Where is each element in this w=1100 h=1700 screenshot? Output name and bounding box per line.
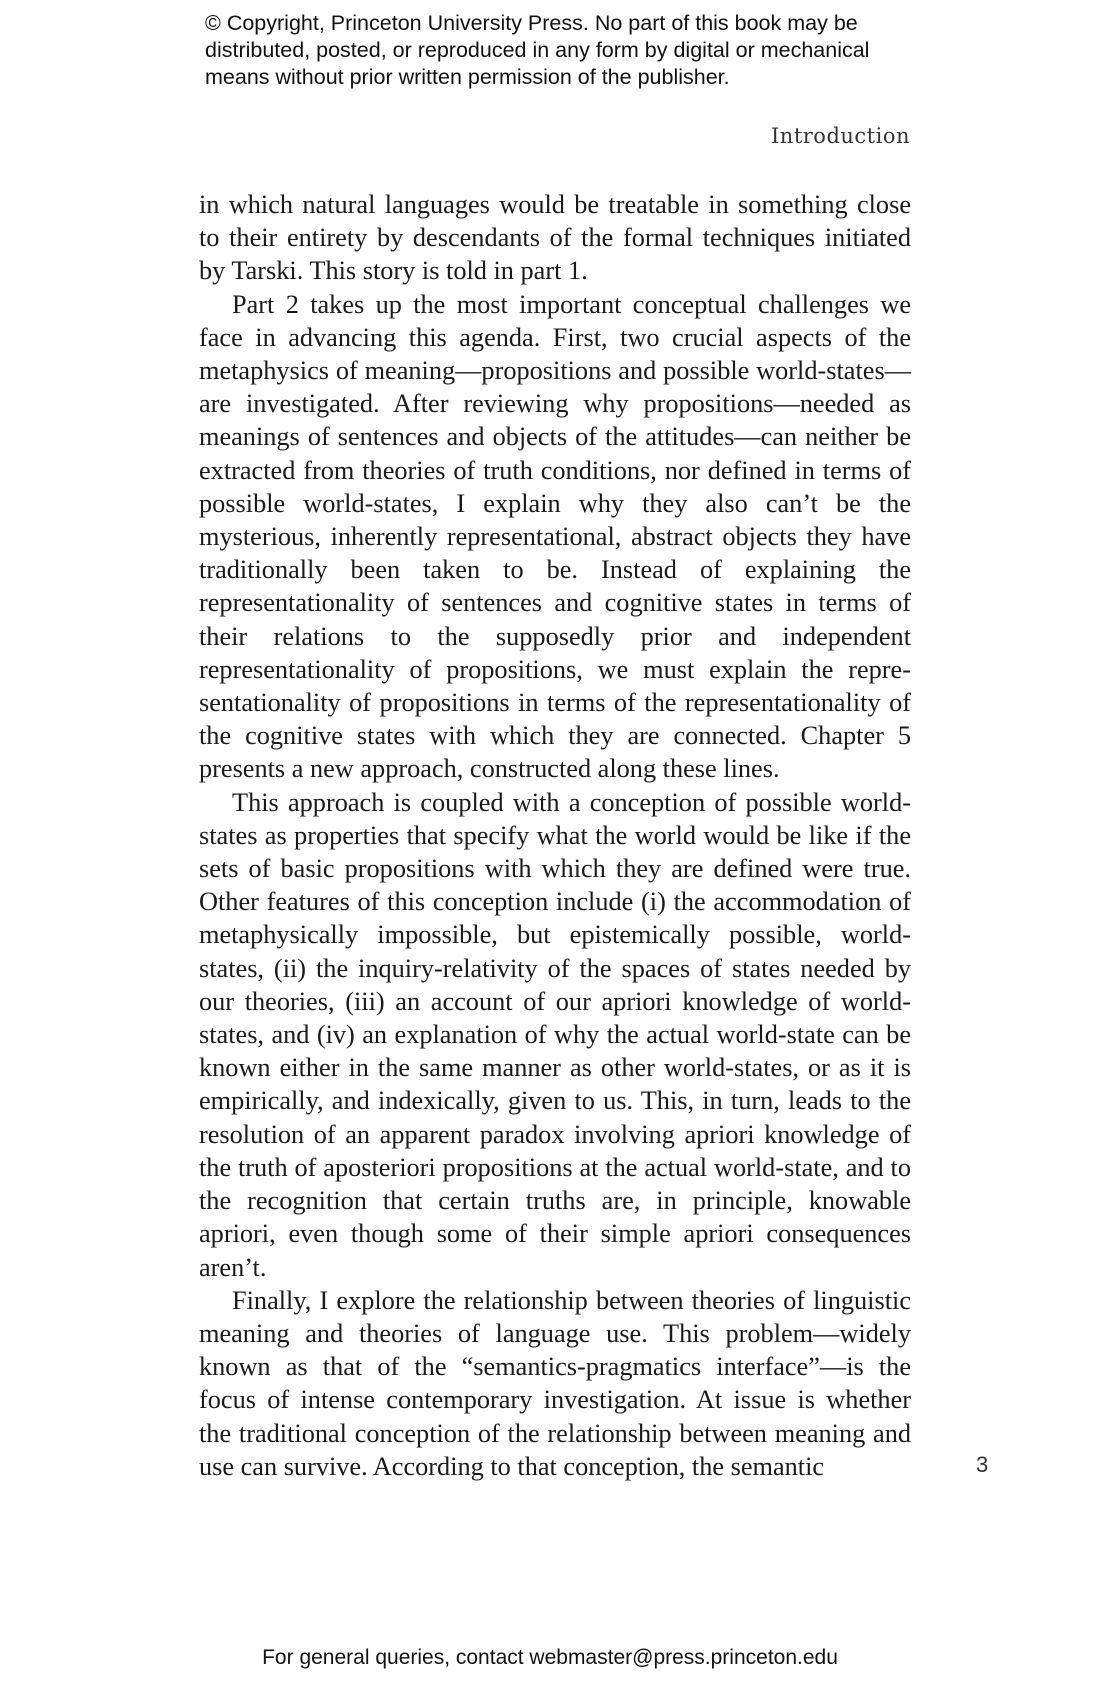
page-number: 3 <box>976 1452 989 1477</box>
body-text <box>199 188 911 1483</box>
running-head: Introduction <box>771 124 910 148</box>
copyright-line: means without prior written permission of the publisher. <box>205 65 730 89</box>
footer-contact: For general queries, contact webmaster@press.princeton.edu <box>262 1646 838 1669</box>
copyright-line: © Copyright, Princeton University Press. No part of this book may be <box>205 11 858 35</box>
paragraph: This approach is coupled with a conception of possible world-states as properties that specify what the world would be like if the sets of basic propositions with which they are defined were true. Other features of this conception include (i) the accommodation of metaphysically impossible, but epistemically possible, world-states, (ii) the inquiry-relativity of the spaces of states needed by our theories, (iii) an account of our apriori knowledge of world-states, and (iv) an explanation of why the actual world-state can be known either in the same manner as other world-states, or as it is empirically, and indexically, given to us. This, in turn, leads to the resolution of an apparent paradox involving apriori knowledge of the truth of aposteriori propositions at the actual world-state, and to the recognition that certain truths are, in principle, knowable apriori, even though some of their simple apriori consequences aren’t. <box>199 787 911 1282</box>
copyright-notice <box>205 10 925 91</box>
copyright-line: distributed, posted, or reproduced in any form by digital or mechanical <box>205 38 870 62</box>
paragraph: Part 2 takes up the most important conceptual challenges we face in advancing this agenda. First, two crucial aspects of the metaphysics of meaning—propositions and possible world-states—are investigated. After reviewing why propositions—needed as meanings of sentences and objects of the attitudes—can neither be extracted from theories of truth conditions, nor defined in terms of possible world-states, I explain why they also can’t be the mysterious, inherently representational, abstract objects they have traditionally been taken to be. Instead of explaining the representationality of sentences and cognitive states in terms of their relations to the supposedly prior and independent representationality of propositions, we must explain the representationality of propositions in terms of the representationality of the cognitive states with which they are connected. Chapter 5 presents a new approach, constructed along these lines. <box>199 289 911 784</box>
paragraph: in which natural languages would be treatable in something close to their entirety by descendants of the formal techniques initiated by Tarski. This story is told in part 1. <box>199 190 911 286</box>
paragraph: Finally, I explore the relationship between theories of linguistic meaning and theories of language use. This problem—widely known as that of the “semantics-pragmatics interface”—is the focus of intense contemporary investigation. At issue is whether the traditional conception of the relationship between meaning and use can survive. According to that conception, the semantic <box>199 1285 911 1481</box>
